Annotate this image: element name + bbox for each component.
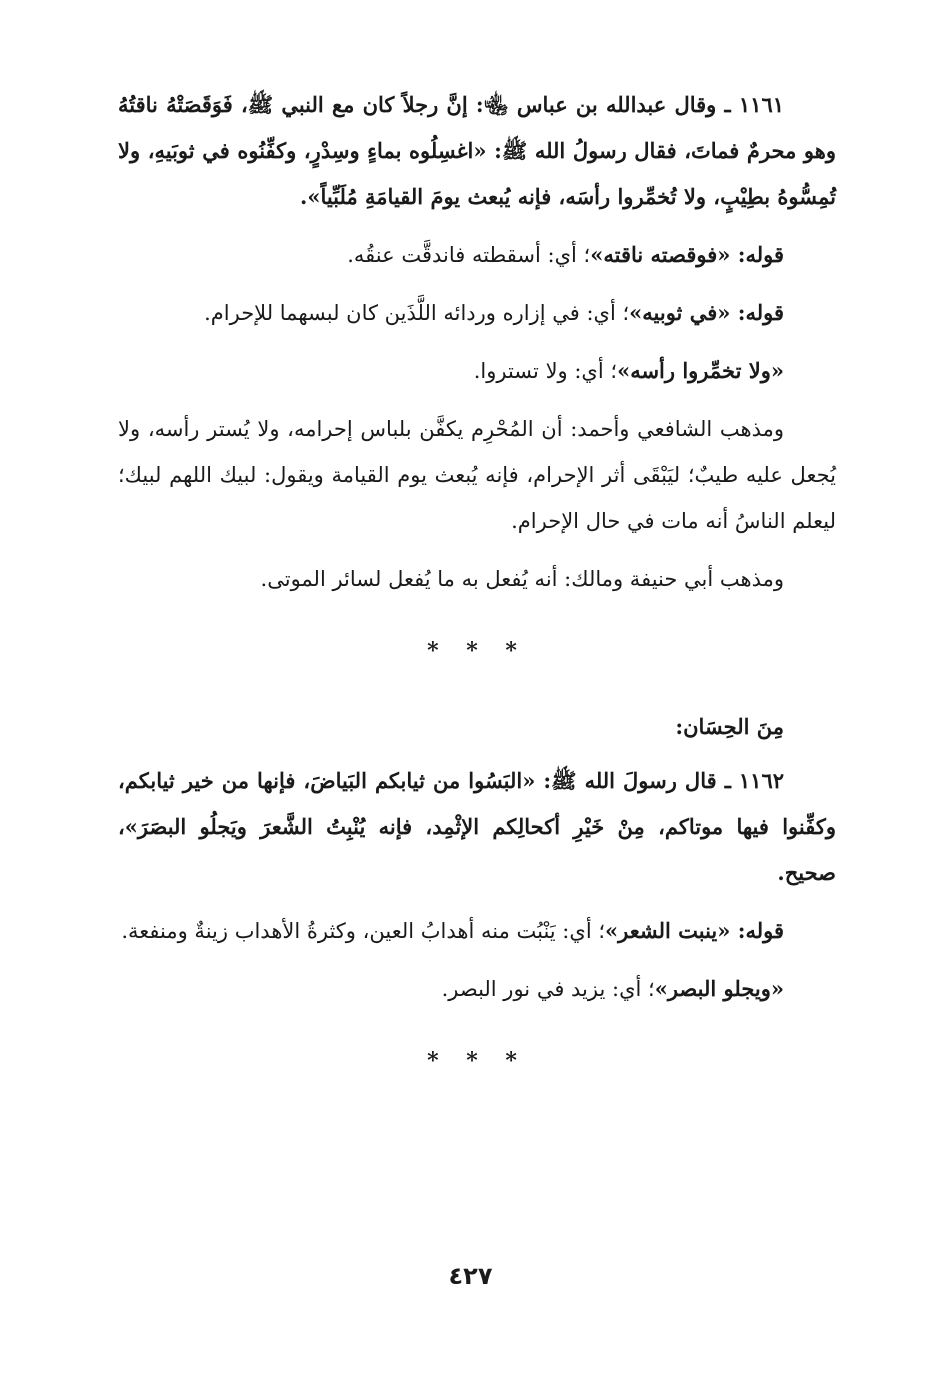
- explanation: ؛ أي: يَنْبُت منه أهدابُ العين، وكثرةُ الأهداب زينةٌ ومنفعة.: [121, 919, 605, 943]
- quoted-phrase: قوله: «في ثوبيه»: [629, 300, 784, 325]
- commentary-line: [118, 290, 836, 336]
- hadith-number: ١١٦٢ ـ: [724, 768, 785, 793]
- hadith-text: وقال عبدالله بن عباس ﵄: إنَّ رجلاً كان مع النبي ﷺ، فَوَقَصَتْهُ ناقتُهُ وهو محرمٌ فماتَ، فقال رسولُ الله ﷺ: «اغسِلُوه بماءٍ وسِدْرٍ، وكفِّنُوه في ثوبَيهِ، ولا تُمِسُّوهُ بطِيْبٍ، ولا تُخمِّروا رأسَه، فإنه يُبعث يومَ القيامَةِ مُلَبِّياً».: [118, 92, 836, 209]
- commentary-line: [118, 966, 836, 1012]
- section-heading: مِنَ الحِسَان:: [675, 714, 784, 739]
- explanation: ؛ أي: ولا تستروا.: [473, 359, 618, 383]
- hadith-1161: [118, 82, 836, 220]
- hadith-1162: [118, 758, 836, 896]
- commentary-line: [118, 908, 836, 954]
- quoted-phrase: «ولا تخمِّروا رأسه»: [617, 358, 784, 383]
- commentary-paragraph: ومذهب أبي حنيفة ومالك: أنه يُفعل به ما يُفعل لسائر الموتى.: [260, 567, 784, 591]
- hadith-text: قال رسولَ الله ﷺ: «البَسُوا من ثيابكم البَياضَ، فإنها من خير ثيابكم، وكفِّنوا فيها موتاكم، مِنْ خَيْرِ أكحالِكم الإثْمِد، فإنه يُنْبِتُ الشَّعرَ ويَجلُو البصَرَ»، صحيح.: [118, 768, 836, 885]
- section-separator: * * *: [427, 638, 527, 664]
- explanation: ؛ أي: يزيد في نور البصر.: [441, 977, 655, 1001]
- explanation: ؛ أي: أسقطته فاندقَّت عنقُه.: [347, 243, 591, 267]
- section-separator: * * *: [427, 1048, 527, 1074]
- quoted-phrase: «ويجلو البصر»: [654, 976, 784, 1001]
- quoted-phrase: قوله: «فوقصته ناقته»: [590, 242, 784, 267]
- commentary-line: [118, 232, 836, 278]
- commentary-paragraph: ومذهب الشافعي وأحمد: أن المُحْرِم يكفَّن بلباس إحرامه، ولا يُستر رأسه، ولا يُجعل عليه طيبٌ؛ ليَبْقَى أثر الإحرام، فإنه يُبعث يوم القيامة ويقول: لبيك اللهم لبيك؛ ليعلم الناسُ أنه مات في حال الإحرام.: [118, 417, 836, 533]
- hadith-number: ١١٦١ ـ: [724, 92, 785, 117]
- page-number: ٤٢٧: [448, 1262, 493, 1290]
- commentary-line: [118, 348, 836, 394]
- page-body: [118, 82, 836, 1114]
- explanation: ؛ أي: في إزاره وردائه اللَّذَين كان لبسهما للإحرام.: [204, 301, 630, 325]
- quoted-phrase: قوله: «ينبت الشعر»: [605, 918, 784, 943]
